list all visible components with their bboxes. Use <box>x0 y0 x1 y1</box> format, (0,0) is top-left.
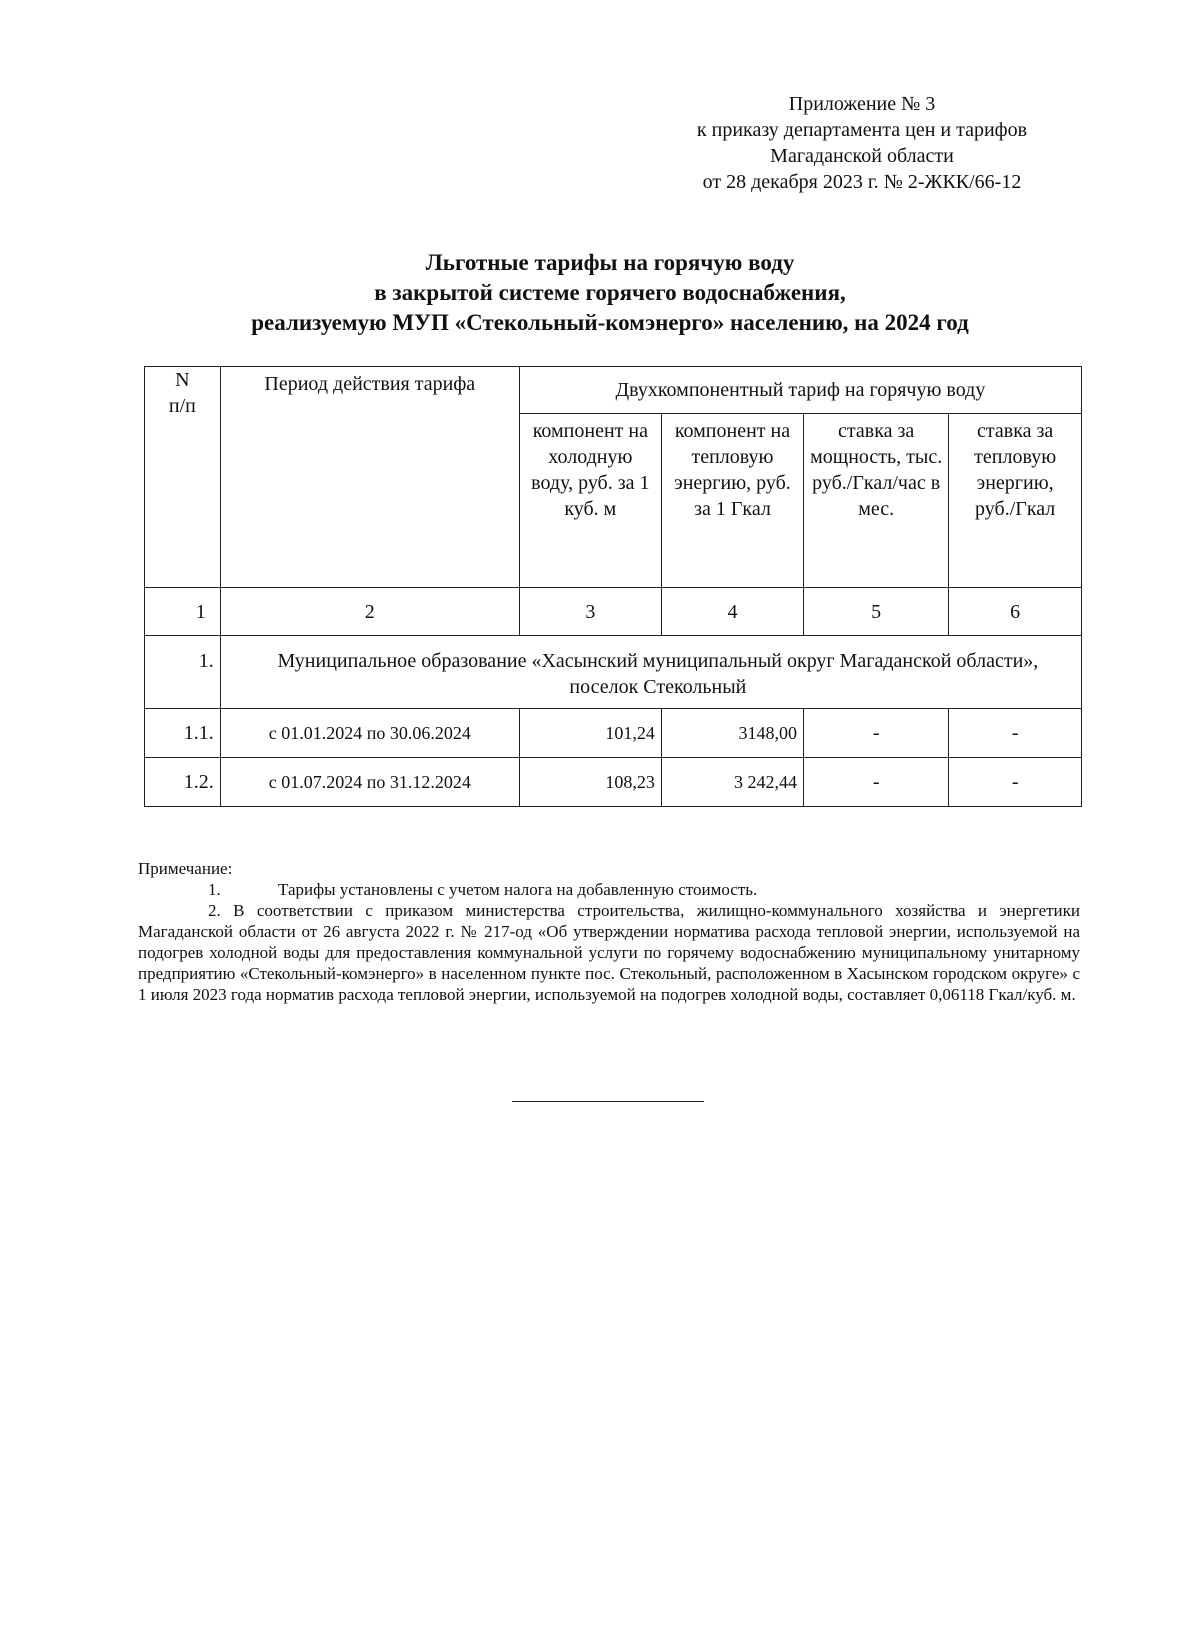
row-num: 1.2. <box>145 758 221 807</box>
appendix-line-2: к приказу департамента цен и тарифов <box>696 119 1028 141</box>
header-period: Период действия тарифа <box>220 367 519 588</box>
title-line-1: Льготные тарифы на горячую воду <box>425 250 795 275</box>
table-row <box>145 758 1082 807</box>
header-cold-water: компонент на холодную воду, руб. за 1 куб. м <box>519 414 661 588</box>
notes-heading: Примечание: <box>138 859 233 878</box>
row-cold-water: 108,23 <box>519 758 661 807</box>
row-num: 1.1. <box>145 709 221 758</box>
column-number: 1 <box>145 588 221 636</box>
appendix-header <box>652 91 1072 195</box>
column-number: 2 <box>220 588 519 636</box>
header-row <box>145 367 1082 414</box>
column-number: 5 <box>804 588 949 636</box>
column-number: 3 <box>519 588 661 636</box>
row-capacity-rate: - <box>804 709 949 758</box>
notes-section <box>138 858 1080 1005</box>
section-name: Муниципальное образование «Хасынский муниципальный округ Магаданской области», поселок Стекольный <box>220 636 1081 709</box>
note-item-1 <box>138 879 1080 900</box>
title-line-3: реализуемую МУП «Стекольный-комэнерго» населению, на 2024 год <box>251 310 969 335</box>
row-period: с 01.07.2024 по 31.12.2024 <box>220 758 519 807</box>
end-divider <box>512 1101 704 1102</box>
document-title <box>140 248 1080 338</box>
row-heat-rate: - <box>949 758 1082 807</box>
row-period: с 01.01.2024 по 30.06.2024 <box>220 709 519 758</box>
title-line-2: в закрытой системе горячего водоснабжения, <box>374 280 846 305</box>
section-num: 1. <box>145 636 221 709</box>
row-cold-water: 101,24 <box>519 709 661 758</box>
row-capacity-rate: - <box>804 758 949 807</box>
header-capacity-rate: ставка за мощность, тыс. руб./Гкал/час в мес. <box>804 414 949 588</box>
header-heat-energy: компонент на тепловую энергию, руб. за 1 Гкал <box>661 414 803 588</box>
appendix-line-4: от 28 декабря 2023 г. № 2-ЖКК/66-12 <box>702 171 1022 193</box>
note-item-2: 2. В соответствии с приказом министерства строительства, жилищно-коммунального хозяйства и энергетики Магаданской области от 26 августа 2022 г. № 217-од «Об утверждении норматива расхода тепловой энергии, используемой на подогрев холодной воды для предоставления коммунальной услуги по горячему водоснабжению муниципальному унитарному предприятию «Стекольный-комэнерго» в населенном пункте пос. Стекольный, расположенном в Хасынском городском округе» с 1 июля 2023 года норматив расхода тепловой энергии, используемой на подогрев холодной воды, составляет 0,06118 Гкал/куб. м. <box>138 901 1080 1004</box>
note-item-1-text: Тарифы установлены с учетом налога на добавленную стоимость. <box>278 880 758 899</box>
table-row <box>145 709 1082 758</box>
header-heat-rate: ставка за тепловую энергию, руб./Гкал <box>949 414 1082 588</box>
column-numbers-row <box>145 588 1082 636</box>
section-row <box>145 636 1082 709</box>
row-heat-energy: 3148,00 <box>661 709 803 758</box>
column-number: 4 <box>661 588 803 636</box>
appendix-line-1: Приложение № 3 <box>788 93 936 115</box>
row-heat-rate: - <box>949 709 1082 758</box>
row-heat-energy: 3 242,44 <box>661 758 803 807</box>
tariff-table <box>144 366 1082 807</box>
header-two-component: Двухкомпонентный тариф на горячую воду <box>519 367 1081 414</box>
column-number: 6 <box>949 588 1082 636</box>
note-item-1-marker: 1. <box>208 880 221 899</box>
header-num: N п/п <box>145 367 221 588</box>
appendix-line-3: Магаданской области <box>770 145 954 167</box>
